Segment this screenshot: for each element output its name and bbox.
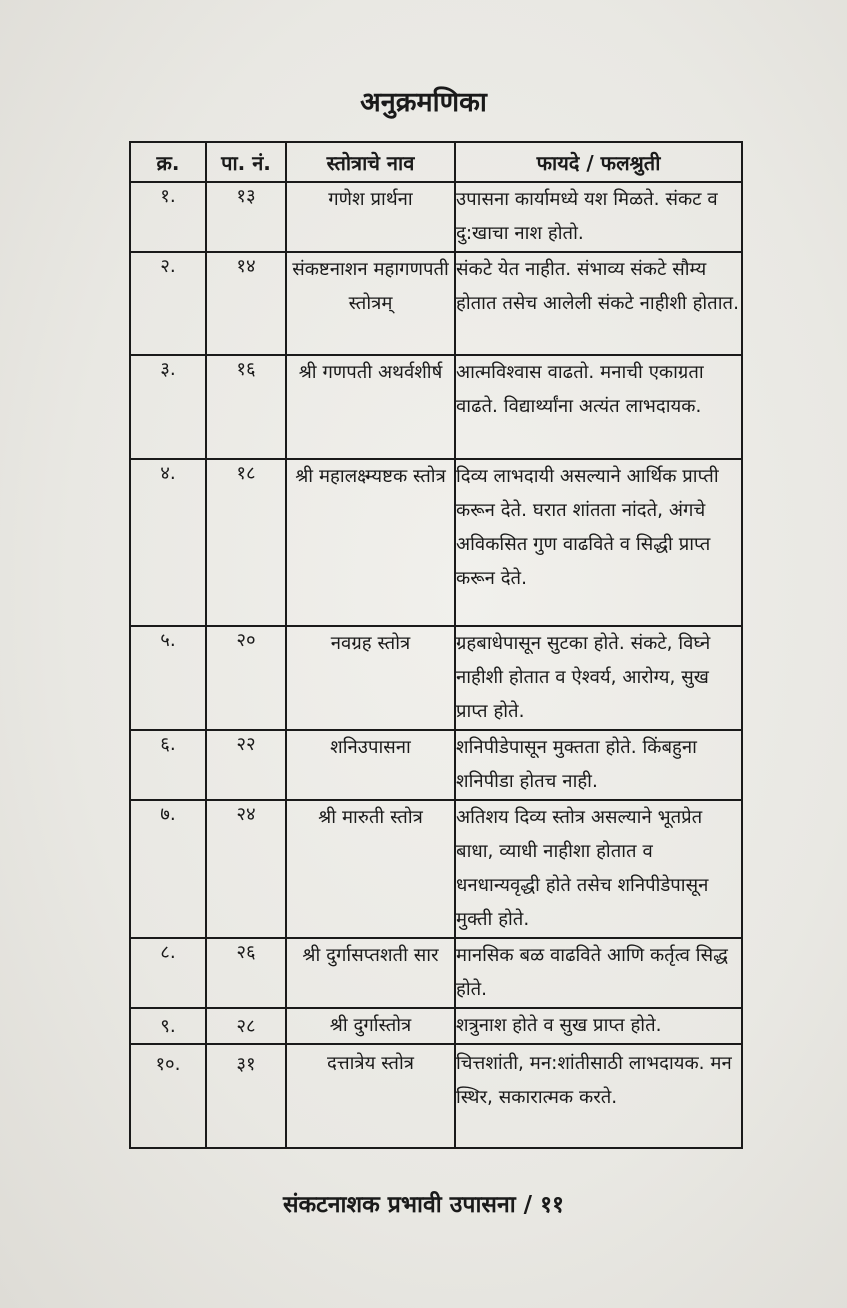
row-stotra-name: श्री महालक्ष्म्यष्टक स्तोत्र (286, 459, 455, 626)
row-page: १४ (206, 252, 286, 355)
row-benefit: दिव्य लाभदायी असल्याने आर्थिक प्राप्ती करून देते. घरात शांतता नांदते, अंगचे अविकसित गुण वाढविते व सिद्धी प्राप्त करून देते. (455, 459, 742, 626)
table-row (130, 1008, 742, 1044)
row-serial: ६. (130, 730, 206, 800)
row-page: २८ (206, 1008, 286, 1044)
table-row (130, 459, 742, 626)
header-page: पा. नं. (206, 142, 286, 182)
row-serial: ३. (130, 355, 206, 459)
row-benefit: अतिशय दिव्य स्तोत्र असल्याने भूतप्रेत बाधा, व्याधी नाहीशा होतात व धनधान्यवृद्धी होते तसेच शनिपीडेपासून मुक्ती होते. (455, 800, 742, 938)
row-page: २० (206, 626, 286, 730)
header-serial: क्र. (130, 142, 206, 182)
header-stotra-name: स्तोत्राचे नाव (286, 142, 455, 182)
row-serial: ४. (130, 459, 206, 626)
table-row (130, 730, 742, 800)
row-stotra-name: श्री दुर्गास्तोत्र (286, 1008, 455, 1044)
row-serial: ८. (130, 938, 206, 1008)
row-benefit: आत्मविश्वास वाढतो. मनाची एकाग्रता वाढते. विद्यार्थ्यांना अत्यंत लाभदायक. (455, 355, 742, 459)
header-benefits: फायदे / फलश्रुती (455, 142, 742, 182)
row-page: १८ (206, 459, 286, 626)
table-row (130, 1044, 742, 1148)
row-benefit: मानसिक बळ वाढविते आणि कर्तृत्व सिद्ध होते. (455, 938, 742, 1008)
row-stotra-name: श्री गणपती अथर्वशीर्ष (286, 355, 455, 459)
row-page: १३ (206, 182, 286, 252)
row-stotra-name: गणेश प्रार्थना (286, 182, 455, 252)
table-row (130, 626, 742, 730)
row-stotra-name: संकष्टनाशन महागणपती स्तोत्रम् (286, 252, 455, 355)
row-serial: १. (130, 182, 206, 252)
row-serial: ७. (130, 800, 206, 938)
contents-table (129, 141, 743, 1149)
row-page: २२ (206, 730, 286, 800)
row-page: २४ (206, 800, 286, 938)
page-footer: संकटनाशक प्रभावी उपासना / ११ (282, 1192, 565, 1218)
row-stotra-name: शनिउपासना (286, 730, 455, 800)
row-serial: २. (130, 252, 206, 355)
row-benefit: चित्तशांती, मन:शांतीसाठी लाभदायक. मन स्थिर, सकारात्मक करते. (455, 1044, 742, 1148)
table-row (130, 182, 742, 252)
table-row (130, 938, 742, 1008)
table-header-row (130, 142, 742, 182)
row-page: १६ (206, 355, 286, 459)
row-benefit: शनिपीडेपासून मुक्तता होते. किंबहुना शनिपीडा होतच नाही. (455, 730, 742, 800)
table-row (130, 252, 742, 355)
row-benefit: उपासना कार्यामध्ये यश मिळते. संकट व दु:खाचा नाश होतो. (455, 182, 742, 252)
table-row (130, 800, 742, 938)
row-page: ३१ (206, 1044, 286, 1148)
row-serial: ५. (130, 626, 206, 730)
row-stotra-name: श्री मारुती स्तोत्र (286, 800, 455, 938)
row-stotra-name: श्री दुर्गासप्तशती सार (286, 938, 455, 1008)
row-benefit: ग्रहबाधेपासून सुटका होते. संकटे, विघ्ने नाहीशी होतात व ऐश्वर्य, आरोग्य, सुख प्राप्त होते. (455, 626, 742, 730)
row-stotra-name: दत्तात्रेय स्तोत्र (286, 1044, 455, 1148)
row-stotra-name: नवग्रह स्तोत्र (286, 626, 455, 730)
row-serial: १०. (130, 1044, 206, 1148)
table-row (130, 355, 742, 459)
row-serial: ९. (130, 1008, 206, 1044)
page-title: अनुक्रमणिका (360, 87, 487, 118)
row-page: २६ (206, 938, 286, 1008)
row-benefit: शत्रुनाश होते व सुख प्राप्त होते. (455, 1008, 742, 1044)
row-benefit: संकटे येत नाहीत. संभाव्य संकटे सौम्य होतात तसेच आलेली संकटे नाहीशी होतात. (455, 252, 742, 355)
